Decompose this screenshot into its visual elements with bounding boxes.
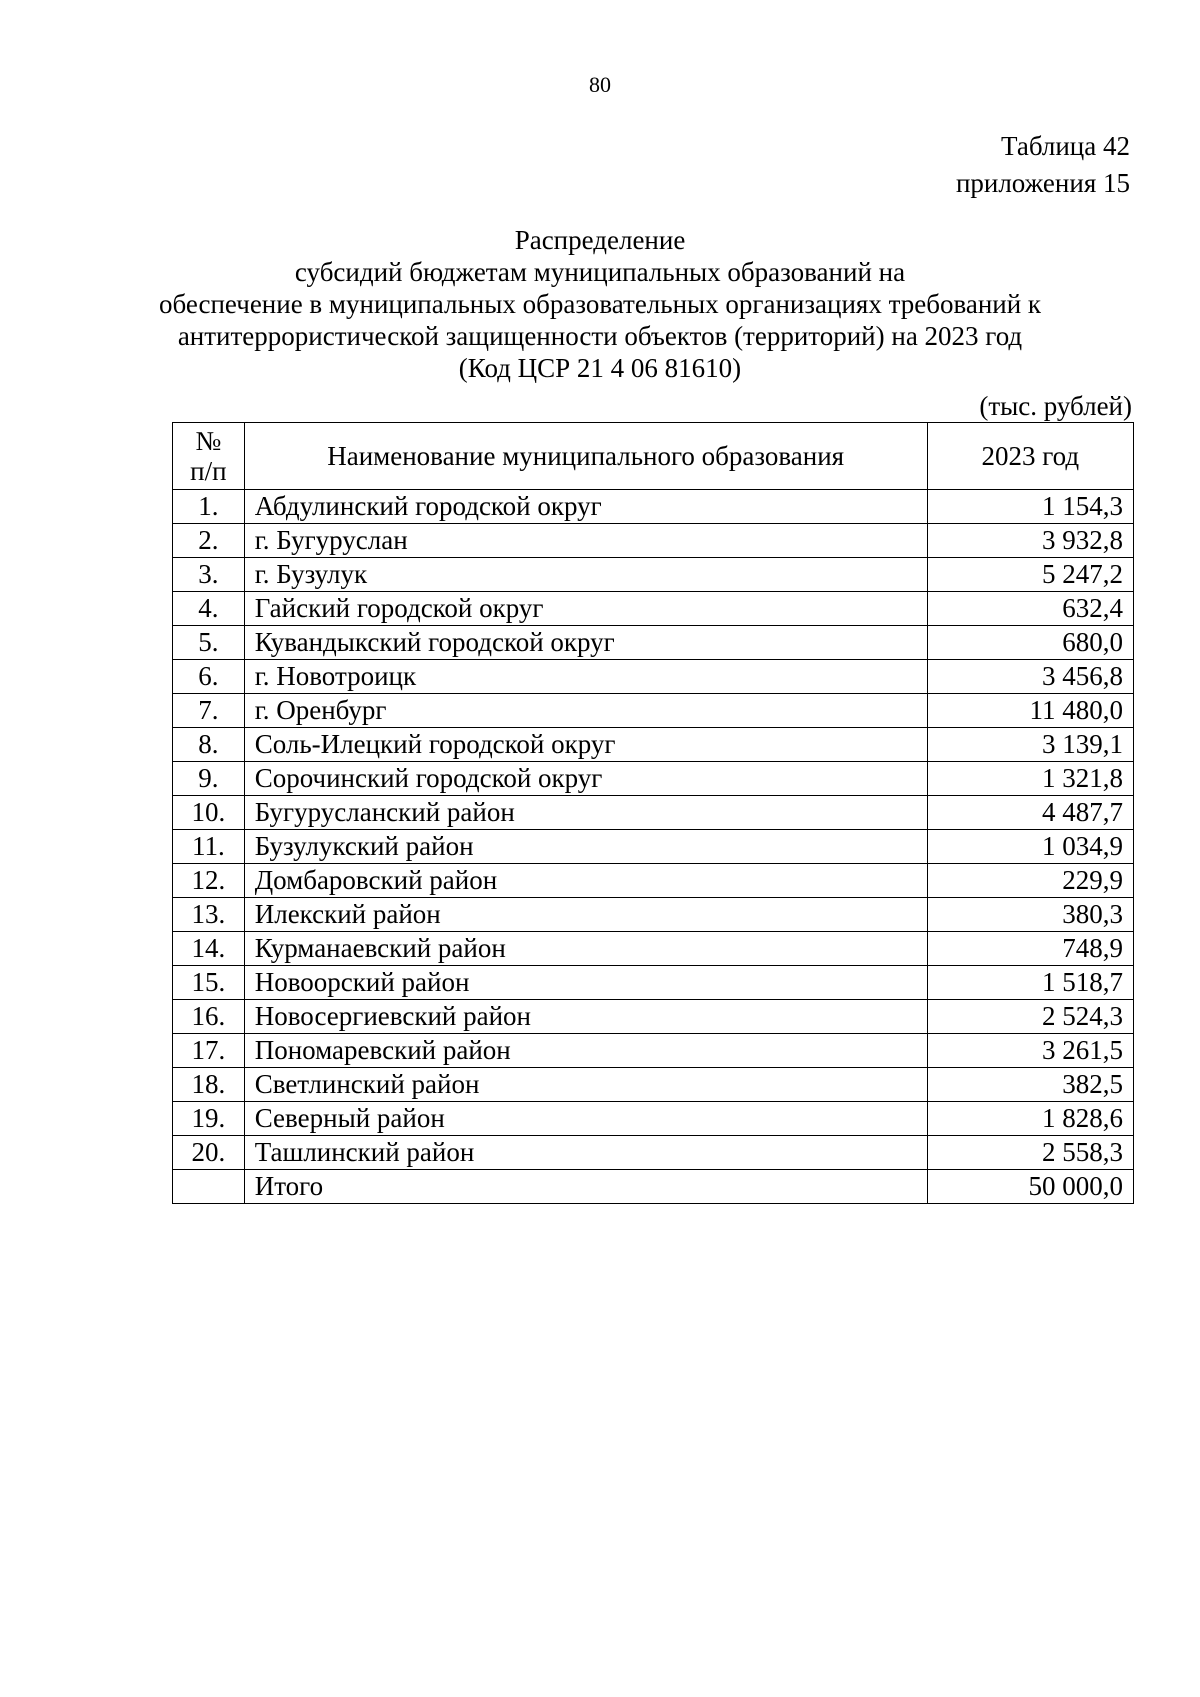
row-number: 7. bbox=[173, 694, 245, 728]
title-line-2: субсидий бюджетам муниципальных образований на bbox=[294, 257, 906, 287]
row-name: г. Оренбург bbox=[244, 694, 927, 728]
row-value: 680,0 bbox=[927, 626, 1133, 660]
row-value: 5 247,2 bbox=[927, 558, 1133, 592]
allocation-table bbox=[172, 422, 1134, 1204]
row-value: 3 261,5 bbox=[927, 1034, 1133, 1068]
table-row bbox=[173, 490, 1134, 524]
total-number-cell bbox=[173, 1170, 245, 1204]
table-row bbox=[173, 966, 1134, 1000]
table-row bbox=[173, 1034, 1134, 1068]
header-year: 2023 год bbox=[927, 423, 1133, 490]
row-value: 632,4 bbox=[927, 592, 1133, 626]
table-row bbox=[173, 762, 1134, 796]
document-title bbox=[0, 224, 1200, 384]
row-number: 19. bbox=[173, 1102, 245, 1136]
row-value: 1 518,7 bbox=[927, 966, 1133, 1000]
row-name: Илекский район bbox=[244, 898, 927, 932]
header-number-symbol: № bbox=[195, 426, 222, 456]
title-line-5: (Код ЦСР 21 4 06 81610) bbox=[458, 353, 742, 383]
row-number: 6. bbox=[173, 660, 245, 694]
row-number: 13. bbox=[173, 898, 245, 932]
row-number: 3. bbox=[173, 558, 245, 592]
row-number: 17. bbox=[173, 1034, 245, 1068]
row-value: 382,5 bbox=[927, 1068, 1133, 1102]
row-value: 2 558,3 bbox=[927, 1136, 1133, 1170]
row-value: 4 487,7 bbox=[927, 796, 1133, 830]
row-name: г. Бузулук bbox=[244, 558, 927, 592]
row-number: 9. bbox=[173, 762, 245, 796]
page-number: 80 bbox=[589, 72, 611, 97]
row-number: 18. bbox=[173, 1068, 245, 1102]
row-value: 1 828,6 bbox=[927, 1102, 1133, 1136]
row-value: 2 524,3 bbox=[927, 1000, 1133, 1034]
row-value: 3 932,8 bbox=[927, 524, 1133, 558]
row-name: Северный район bbox=[244, 1102, 927, 1136]
row-name: Ташлинский район bbox=[244, 1136, 927, 1170]
table-row bbox=[173, 524, 1134, 558]
table-row bbox=[173, 796, 1134, 830]
table-header-row bbox=[173, 423, 1134, 490]
row-name: Новоорский район bbox=[244, 966, 927, 1000]
appendix-table-label: Таблица 42 bbox=[1001, 131, 1130, 161]
table-total-row bbox=[173, 1170, 1134, 1204]
row-value: 1 154,3 bbox=[927, 490, 1133, 524]
appendix-annex-label: приложения 15 bbox=[955, 168, 1130, 198]
row-name: Абдулинский городской округ bbox=[244, 490, 927, 524]
row-number: 14. bbox=[173, 932, 245, 966]
table-row bbox=[173, 728, 1134, 762]
row-name: Бугурусланский район bbox=[244, 796, 927, 830]
row-value: 1 321,8 bbox=[927, 762, 1133, 796]
table-row bbox=[173, 1136, 1134, 1170]
row-value: 229,9 bbox=[927, 864, 1133, 898]
row-value: 11 480,0 bbox=[927, 694, 1133, 728]
table-row bbox=[173, 1068, 1134, 1102]
table-row bbox=[173, 592, 1134, 626]
table-body bbox=[173, 490, 1134, 1170]
row-name: г. Новотроицк bbox=[244, 660, 927, 694]
table-row bbox=[173, 558, 1134, 592]
table-row bbox=[173, 1102, 1134, 1136]
row-name: Кувандыкский городской округ bbox=[244, 626, 927, 660]
row-number: 5. bbox=[173, 626, 245, 660]
header-name: Наименование муниципального образования bbox=[244, 423, 927, 490]
row-name: Светлинский район bbox=[244, 1068, 927, 1102]
header-number-abbr: п/п bbox=[190, 456, 227, 486]
row-name: Пономаревский район bbox=[244, 1034, 927, 1068]
row-name: Домбаровский район bbox=[244, 864, 927, 898]
row-name: г. Бугуруслан bbox=[244, 524, 927, 558]
row-number: 20. bbox=[173, 1136, 245, 1170]
title-line-1: Распределение bbox=[514, 225, 686, 255]
table-row bbox=[173, 694, 1134, 728]
table-row bbox=[173, 1000, 1134, 1034]
row-number: 12. bbox=[173, 864, 245, 898]
table-row bbox=[173, 864, 1134, 898]
row-number: 8. bbox=[173, 728, 245, 762]
row-name: Новосергиевский район bbox=[244, 1000, 927, 1034]
table-row bbox=[173, 932, 1134, 966]
title-line-4: антитеррористической защищенности объектов (территорий) на 2023 год bbox=[177, 321, 1023, 351]
appendix-reference bbox=[956, 128, 1130, 202]
row-value: 380,3 bbox=[927, 898, 1133, 932]
row-name: Сорочинский городской округ bbox=[244, 762, 927, 796]
row-number: 2. bbox=[173, 524, 245, 558]
row-number: 10. bbox=[173, 796, 245, 830]
row-name: Бузулукский район bbox=[244, 830, 927, 864]
row-value: 3 456,8 bbox=[927, 660, 1133, 694]
table-row bbox=[173, 898, 1134, 932]
row-number: 16. bbox=[173, 1000, 245, 1034]
row-number: 1. bbox=[173, 490, 245, 524]
table-row bbox=[173, 830, 1134, 864]
row-number: 15. bbox=[173, 966, 245, 1000]
row-name: Курманаевский район bbox=[244, 932, 927, 966]
row-value: 748,9 bbox=[927, 932, 1133, 966]
row-number: 11. bbox=[173, 830, 245, 864]
total-label: Итого bbox=[244, 1170, 927, 1204]
title-line-3: обеспечение в муниципальных образовательных организациях требований к bbox=[158, 289, 1042, 319]
row-number: 4. bbox=[173, 592, 245, 626]
units-label: (тыс. рублей) bbox=[979, 391, 1132, 421]
total-value: 50 000,0 bbox=[927, 1170, 1133, 1204]
header-number bbox=[173, 423, 245, 490]
row-value: 1 034,9 bbox=[927, 830, 1133, 864]
row-name: Соль-Илецкий городской округ bbox=[244, 728, 927, 762]
row-value: 3 139,1 bbox=[927, 728, 1133, 762]
table-row bbox=[173, 626, 1134, 660]
row-name: Гайский городской округ bbox=[244, 592, 927, 626]
table-row bbox=[173, 660, 1134, 694]
